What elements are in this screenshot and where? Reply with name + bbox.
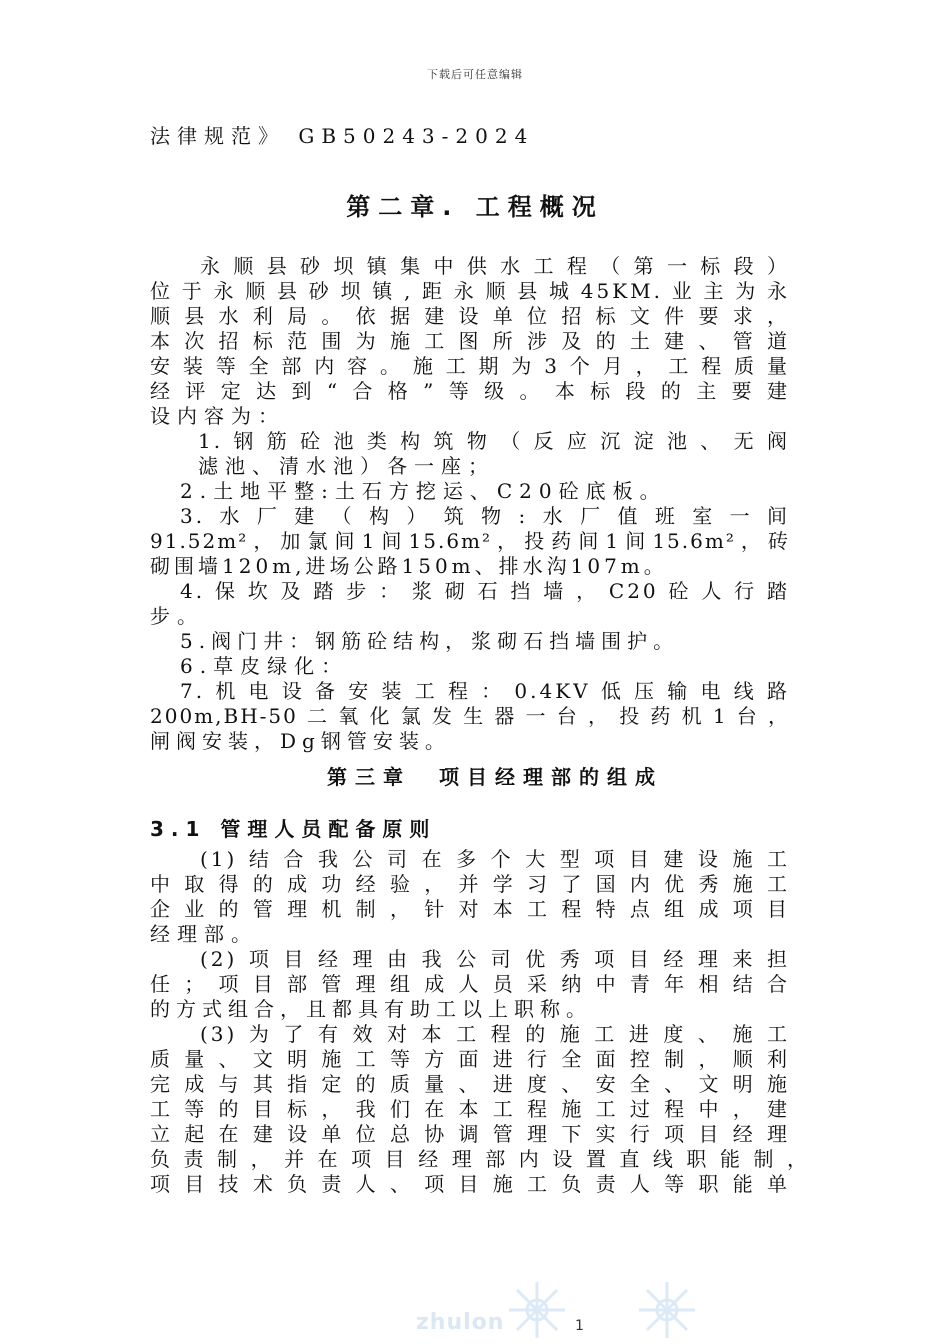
list-item: 200m,BH-50二氧化氯发生器一台，投药机1台， — [150, 704, 790, 728]
body-line: 永顺县砂坝镇集中供水工程（第一标段） — [200, 254, 790, 278]
top-line: 法律规范》 GB50243-2024 — [150, 124, 535, 148]
body-line: 立起在建设单位总协调管理下实行项目经理 — [150, 1122, 790, 1146]
list-item: 7.机电设备安装工程：0.4KV低压输电线路 — [180, 679, 790, 703]
body-line: 质量、文明施工等方面进行全面控制，顺利 — [150, 1047, 790, 1071]
body-line: 经理部。 — [150, 922, 258, 946]
list-item: 4.保坎及踏步：浆砌石挡墙，C20砼人行踏 — [180, 579, 790, 603]
body-line: 任；项目部管理组成人员采纳中青年相结合 — [150, 972, 790, 996]
chapter-2-title: 第二章. 工程概况 — [346, 193, 604, 221]
body-line: 设内容为： — [150, 404, 285, 428]
body-line: 中取得的成功经验，并学习了国内优秀施工 — [150, 872, 790, 896]
list-item: 6.草皮绿化： — [180, 654, 349, 678]
list-item: 闸阀安装，Dg钢管安装。 — [150, 729, 451, 753]
footer-watermark: zhulon — [416, 1310, 505, 1335]
page-number: 1 — [575, 1318, 584, 1334]
list-item: 91.52m²，加氯间1间15.6m²，投药间1间15.6m²，砖 — [150, 529, 790, 553]
body-line: 负责制，并在项目经理部内设置直线职能制， — [150, 1147, 810, 1171]
body-line: 位于永顺县砂坝镇,距永顺县城45KM.业主为永 — [150, 279, 790, 303]
body-line: 企业的管理机制，针对本工程特点组成项目 — [150, 897, 790, 921]
snowflake-watermark-icon — [635, 1278, 699, 1342]
body-line: 工等的目标，我们在本工程施工过程中，建 — [150, 1097, 790, 1121]
page-header: 下载后可任意编辑 — [427, 68, 523, 81]
chapter-3-title: 第三章 项目经理部的组成 — [327, 765, 663, 789]
body-line: 的方式组合，且都具有助工以上职称。 — [150, 997, 592, 1021]
body-line: 经评定达到“合格”等级。本标段的主要建 — [150, 379, 790, 403]
body-line: 完成与其指定的质量、进度、安全、文明施 — [150, 1072, 790, 1096]
list-item: 2.土地平整:土石方挖运、C20砼底板。 — [180, 479, 667, 503]
snowflake-watermark-icon — [505, 1278, 569, 1342]
list-item: 1.钢筋砼池类构筑物（反应沉淀池、无阀 — [198, 429, 790, 453]
body-line: (1)结合我公司在多个大型项目建设施工 — [200, 847, 790, 871]
list-item: 3.水厂建（构）筑物:水厂值班室一间 — [180, 504, 790, 528]
list-item: 滤池、清水池）各一座； — [198, 454, 495, 478]
body-line: 项目技术负责人、项目施工负责人等职能单 — [150, 1172, 790, 1196]
body-line: 顺县水利局。依据建设单位招标文件要求， — [150, 304, 790, 328]
list-item: 步。 — [150, 604, 204, 628]
body-line: 本次招标范围为施工图所涉及的土建、管道 — [150, 329, 790, 353]
body-line: (2)项目经理由我公司优秀项目经理来担 — [200, 947, 790, 971]
body-line: (3)为了有效对本工程的施工进度、施工 — [200, 1022, 790, 1046]
body-line: 安装等全部内容。施工期为3个月，工程质量 — [150, 354, 790, 378]
list-item: 砌围墙120m,进场公路150m、排水沟107m。 — [150, 554, 668, 578]
list-item: 5.阀门井：钢筋砼结构，浆砌石挡墙围护。 — [180, 629, 680, 653]
section-title: 3.1 管理人员配备原则 — [150, 817, 437, 841]
